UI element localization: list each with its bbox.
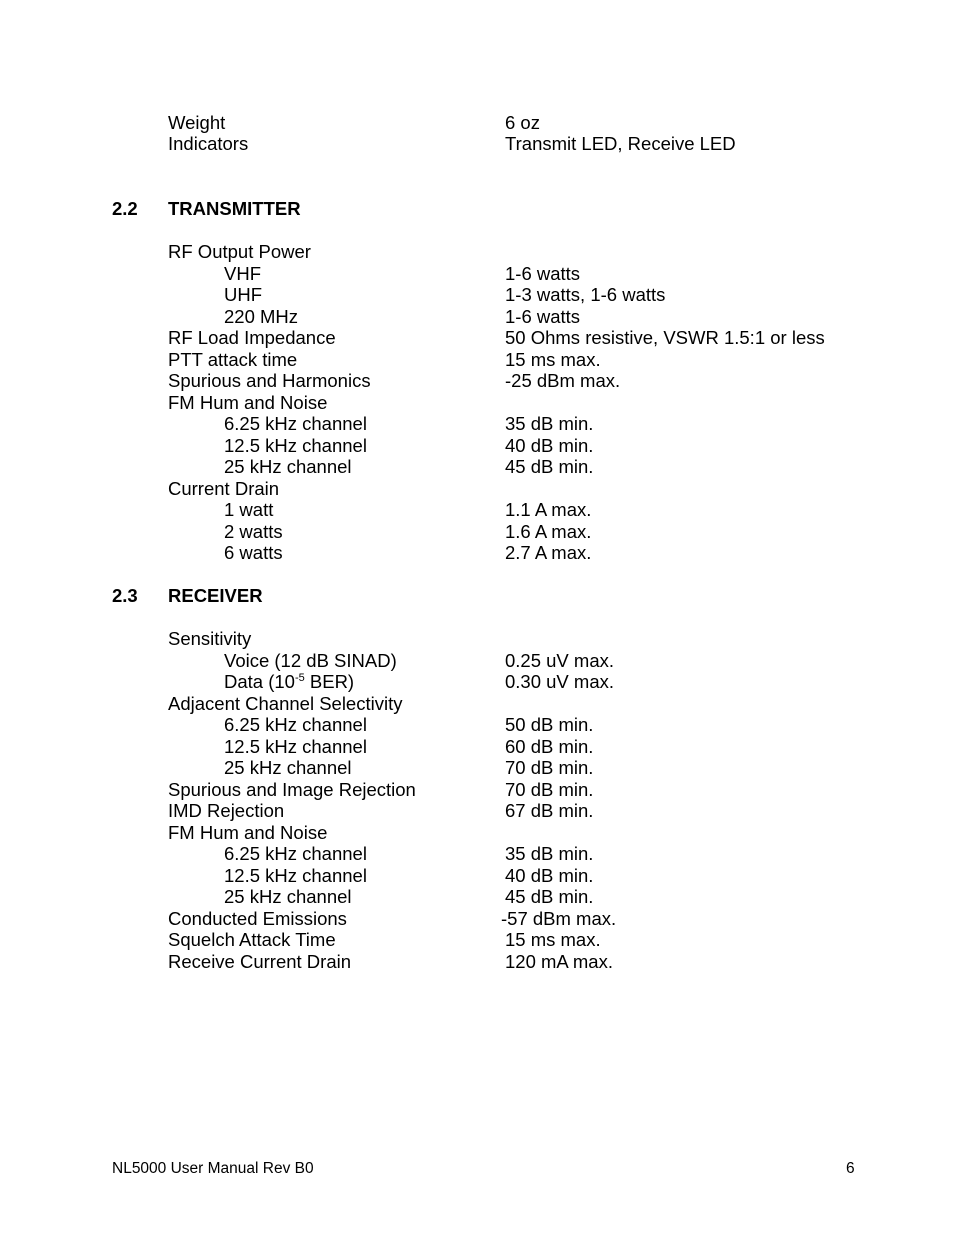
spec-label: VHF <box>224 263 261 284</box>
spec-row <box>0 263 954 285</box>
spec-label: Current Drain <box>168 478 280 499</box>
spec-label: 12.5 kHz channel <box>224 435 367 456</box>
spec-value: -25 dBm max. <box>505 370 621 391</box>
spec-label <box>224 671 354 693</box>
spec-label: Conducted Emissions <box>168 908 347 929</box>
section-number: 2.2 <box>112 198 138 219</box>
spec-value: 35 dB min. <box>505 843 594 864</box>
spec-value: 45 dB min. <box>505 886 594 907</box>
spec-label: Spurious and Harmonics <box>168 370 371 391</box>
spec-row <box>0 392 954 414</box>
spec-value: 50 Ohms resistive, VSWR 1.5:1 or less <box>505 327 825 348</box>
spec-label: 6.25 kHz channel <box>224 413 367 434</box>
spec-value: 40 dB min. <box>505 435 594 456</box>
spec-row <box>0 499 954 521</box>
footer-doc-title: NL5000 User Manual Rev B0 <box>112 1160 314 1177</box>
spec-label: Receive Current Drain <box>168 951 352 972</box>
spec-label: 6.25 kHz channel <box>224 714 367 735</box>
spec-value: -57 dBm max. <box>501 908 617 929</box>
spec-row <box>0 456 954 478</box>
label-prefix: Data (10 <box>224 671 295 692</box>
spec-value: 2.7 A max. <box>505 542 592 563</box>
spec-value: 45 dB min. <box>505 456 594 477</box>
spec-row <box>0 714 954 736</box>
spec-value: 15 ms max. <box>505 349 601 370</box>
spec-row <box>0 865 954 887</box>
label-suffix: BER) <box>304 671 355 692</box>
spec-value: 50 dB min. <box>505 714 594 735</box>
spec-label: 6 watts <box>224 542 283 563</box>
spec-row <box>0 349 954 371</box>
spec-label: Indicators <box>168 133 249 154</box>
spec-label: 25 kHz channel <box>224 757 352 778</box>
spec-label: Spurious and Image Rejection <box>168 779 416 800</box>
spec-label: 12.5 kHz channel <box>224 736 367 757</box>
spec-row <box>0 628 954 650</box>
spec-row <box>0 521 954 543</box>
spec-label: 1 watt <box>224 499 274 520</box>
spec-row <box>0 736 954 758</box>
spec-value: 1-3 watts, 1-6 watts <box>505 284 666 305</box>
spec-row <box>0 650 954 672</box>
spec-row <box>0 413 954 435</box>
spec-label: 12.5 kHz channel <box>224 865 367 886</box>
spec-row <box>0 951 954 973</box>
spec-row <box>0 908 954 930</box>
spec-value: 0.25 uV max. <box>505 650 615 671</box>
section-title: RECEIVER <box>168 585 263 606</box>
label-superscript: -5 <box>294 672 305 684</box>
spec-row <box>0 435 954 457</box>
spec-value: 70 dB min. <box>505 779 594 800</box>
spec-label: 220 MHz <box>224 306 299 327</box>
spec-label: 25 kHz channel <box>224 886 352 907</box>
spec-label: IMD Rejection <box>168 800 285 821</box>
spec-row-weight <box>0 112 954 134</box>
spec-label: Voice (12 dB SINAD) <box>224 650 397 671</box>
spec-label: Weight <box>168 112 226 133</box>
spec-row <box>0 478 954 500</box>
spec-value: 35 dB min. <box>505 413 594 434</box>
spec-row <box>0 800 954 822</box>
spec-label: 6.25 kHz channel <box>224 843 367 864</box>
spec-row <box>0 757 954 779</box>
spec-label: Sensitivity <box>168 628 252 649</box>
spec-value: 1.1 A max. <box>505 499 592 520</box>
spec-row <box>0 671 954 693</box>
spec-value: 15 ms max. <box>505 929 601 950</box>
spec-value: 40 dB min. <box>505 865 594 886</box>
spec-label: FM Hum and Noise <box>168 822 328 843</box>
spec-value: 60 dB min. <box>505 736 594 757</box>
spec-label: Adjacent Channel Selectivity <box>168 693 403 714</box>
spec-label: Squelch Attack Time <box>168 929 336 950</box>
spec-label: 25 kHz channel <box>224 456 352 477</box>
spec-value: 1-6 watts <box>505 306 581 327</box>
spec-row <box>0 822 954 844</box>
section-heading-transmitter <box>0 198 954 220</box>
spec-row <box>0 843 954 865</box>
spec-row <box>0 327 954 349</box>
spec-row <box>0 241 954 263</box>
spec-label: 2 watts <box>224 521 283 542</box>
spec-row <box>0 779 954 801</box>
spec-value: 67 dB min. <box>505 800 594 821</box>
spec-label: RF Output Power <box>168 241 311 262</box>
spec-label: UHF <box>224 284 263 305</box>
spec-row <box>0 929 954 951</box>
spec-value: 120 mA max. <box>505 951 613 972</box>
spec-value: 0.30 uV max. <box>505 671 615 692</box>
spec-label: FM Hum and Noise <box>168 392 328 413</box>
spec-label: PTT attack time <box>168 349 298 370</box>
spec-row-indicators <box>0 133 954 155</box>
spec-row <box>0 542 954 564</box>
section-number: 2.3 <box>112 585 138 606</box>
section-heading-receiver <box>0 585 954 607</box>
spec-value: 1.6 A max. <box>505 521 592 542</box>
spec-row <box>0 886 954 908</box>
spec-value: 70 dB min. <box>505 757 594 778</box>
spec-row <box>0 284 954 306</box>
spec-row <box>0 306 954 328</box>
spec-value: Transmit LED, Receive LED <box>505 133 736 154</box>
spec-row <box>0 370 954 392</box>
section-title: TRANSMITTER <box>168 198 301 219</box>
spec-label: RF Load Impedance <box>168 327 336 348</box>
spec-row <box>0 693 954 715</box>
spec-value: 1-6 watts <box>505 263 581 284</box>
spec-value: 6 oz <box>505 112 540 133</box>
footer-page-number: 6 <box>846 1160 855 1177</box>
